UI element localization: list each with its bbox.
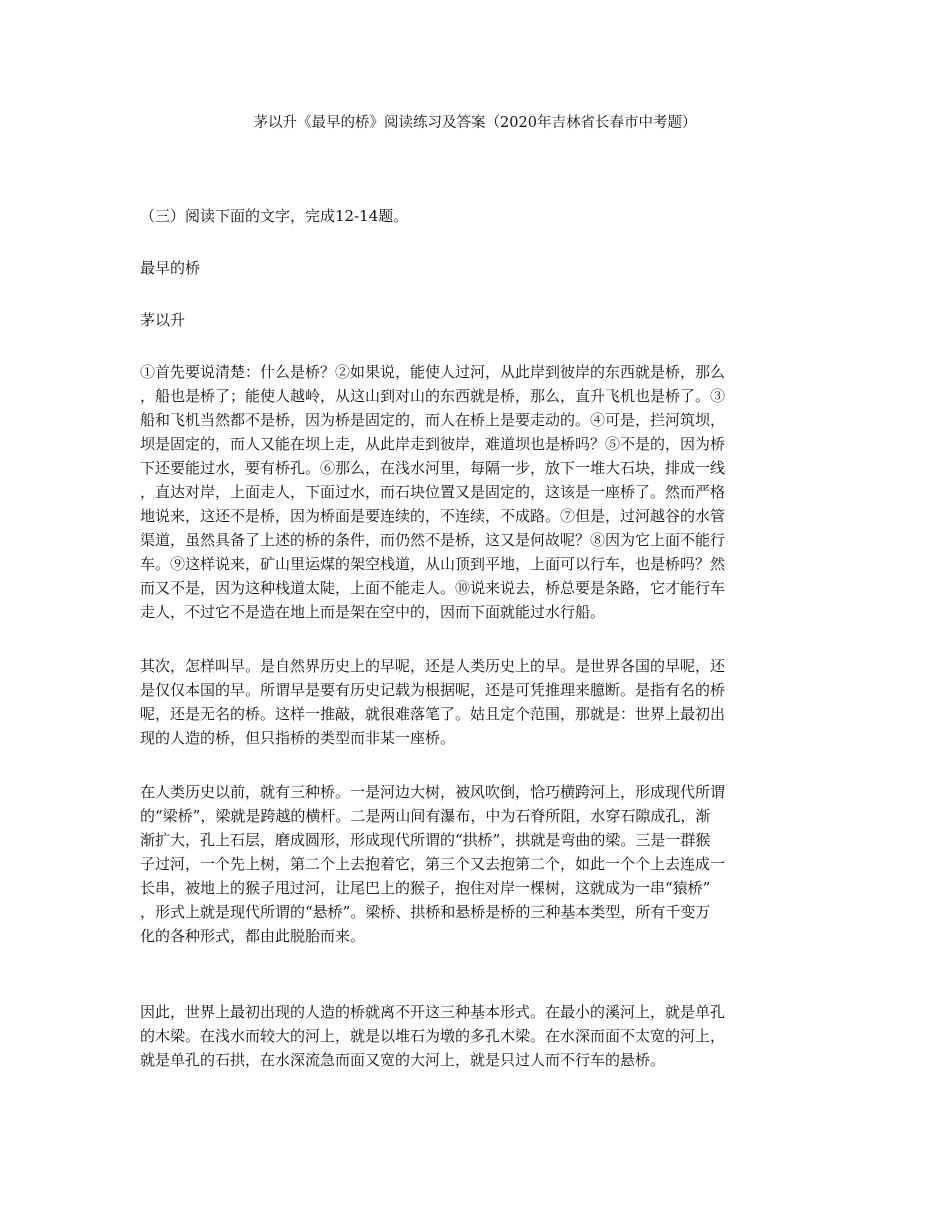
paragraph-line: 地说来，这还不是桥，因为桥面是要连续的，不连续，不成路。⑦但是，过河越谷的水管 [140,507,726,525]
paragraph-3 [140,780,812,948]
paragraph-line: 车。⑨这样说来，矿山里运煤的架空栈道，从山顶到平地，上面可以行车，也是桥吗？然 [140,555,726,573]
paragraph-line: 渠道，虽然具备了上述的桥的条件，而仍然不是桥，这又是何故呢？⑧因为它上面不能行 [140,531,726,549]
paragraph-line: ，形式上就是现代所谓的“悬桥”。梁桥、拱桥和悬桥是桥的三种基本类型，所有千变万 [140,903,711,921]
paragraph-line: 而又不是，因为这种栈道太陡，上面不能走人。⑩说来说去，桥总要是条路，它才能行车 [140,579,726,597]
article-author: 茅以升 [140,311,186,329]
article-body [140,204,812,1072]
paragraph-line: 走人，不过它不是造在地上而是架在空中的，因而下面就能过水行船。 [140,603,606,621]
paragraph-line: ，直达对岸，上面走人，下面过水，而石块位置又是固定的，这该是一座桥了。然而严格 [140,483,726,501]
paragraph-line: 是仅仅本国的早。所谓早是要有历史记载为根据呢，还是可凭推理来臆断。是指有名的桥 [140,681,726,699]
paragraph-line: 就是单孔的石拱，在水深流急而面又宽的大河上，就是只过人而不行车的悬桥。 [140,1051,666,1069]
paragraph-2 [140,654,812,750]
paragraph-line: 因此，世界上最初出现的人造的桥就离不开这三种基本形式。在最小的溪河上，就是单孔 [140,1003,726,1021]
paragraph-line: 船和飞机当然都不是桥，因为桥是固定的，而人在桥上是要走动的。④可是，拦河筑坝， [140,411,726,429]
paragraph-line: 现的人造的桥，但只指桥的类型而非某一座桥。 [140,729,456,747]
instruction-text: （三）阅读下面的文字，完成12-14题。 [140,207,409,225]
paragraph-line: 的木梁。在浅水而较大的河上，就是以堆石为墩的多孔木梁。在水深而面不太宽的河上， [140,1027,726,1045]
paragraph-4 [140,1000,812,1072]
page-title: 茅以升《最早的桥》阅读练习及答案（2020年吉林省长春市中考题） [253,115,697,131]
paragraph-line: 化的各种形式，都由此脱胎而来。 [140,927,366,945]
paragraph-line: 其次，怎样叫早。是自然界历史上的早呢，还是人类历史上的早。是世界各国的早呢，还 [140,657,726,675]
paragraph-line: 的“梁桥”，梁就是跨越的横杆。二是两山间有瀑布，中为石脊所阻，水穿石隙成孔，渐 [140,807,711,825]
paragraph-line: ①首先要说清楚：什么是桥？②如果说，能使人过河，从此岸到彼岸的东西就是桥，那么 [140,363,726,381]
paragraph-line: 长串，被地上的猴子甩过河，让尾巴上的猴子，抱住对岸一棵树，这就成为一串“猿桥” [140,879,711,897]
article-title: 最早的桥 [140,259,201,277]
paragraph-line: 子过河，一个先上树，第二个上去抱着它，第三个又去抱第二个，如此一个个上去连成一 [140,855,726,873]
paragraph-line: 渐扩大，孔上石层，磨成圆形，形成现代所谓的“拱桥”，拱就是弯曲的梁。三是一群猴 [140,831,711,849]
paragraph-line: ，船也是桥了；能使人越岭，从这山到对山的东西就是桥，那么，直升飞机也是桥了。③ [140,387,726,405]
paragraph-1 [140,360,812,624]
paragraph-line: 坝是固定的，而人又能在坝上走，从此岸走到彼岸，难道坝也是桥吗？⑤不是的，因为桥 [140,435,726,453]
paragraph-line: 呢，还是无名的桥。这样一推敲，就很难落笔了。姑且定个范围，那就是：世界上最初出 [140,705,726,723]
paragraph-line: 下还要能过水，要有桥孔。⑥那么，在浅水河里，每隔一步，放下一堆大石块，排成一线 [140,459,726,477]
paragraph-line: 在人类历史以前，就有三种桥。一是河边大树，被风吹倒，恰巧横跨河上，形成现代所谓 [140,783,726,801]
